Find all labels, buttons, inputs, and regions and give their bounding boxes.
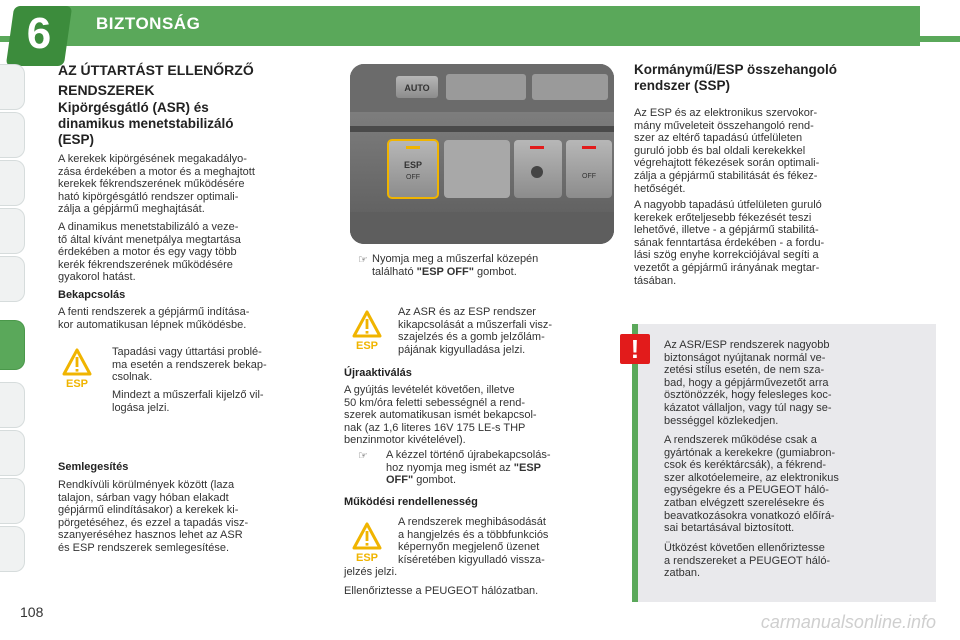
bekapcsolas-heading: Bekapcsolás [58, 289, 126, 301]
side-tab-9[interactable] [0, 478, 25, 524]
svg-text:AUTO: AUTO [404, 83, 430, 93]
svg-text:OFF: OFF [582, 173, 596, 180]
bullet-icon: ☞ [358, 450, 368, 462]
esp-warning-icon [62, 348, 92, 390]
header-title: BIZTONSÁG [96, 14, 201, 33]
side-tab-2[interactable] [0, 112, 25, 158]
watermark: carmanualsonline.info [760, 612, 936, 632]
final-text: Ellenőriztesse a PEUGEOT hálózatban. [344, 585, 539, 597]
note-para2: A rendszerek működése csak a gyártónak a kerekekre (gumiabron- csok és keréktárcsák), a fékrend- szer alkotóelemeire, az elektronikus egységekre és a PEUGEOT háló- zatban elvégzett szerelésekre és beavatkozásokra vonatkozó előírá- sai betartásával biztosított. [664, 434, 839, 535]
bullet2-text: A kézzel történő újrabekapcsolás- hoz nyomja meg ismét az "ESP OFF" gombot. [386, 449, 551, 487]
note-para1: Az ASR/ESP rendszerek nagyobb biztonságot nyújtanak normál ve- zetési stílus esetén, de nem sza- bad, hogy a gépjárművezetőt arra ösztönözzék, hogy felesleges koc- kázatot vállaljon, vagy túl nagy se- bességgel közlekedjen. [664, 339, 832, 427]
ssp-para1: Az ESP és az elektronikus szervokor- mány műveleteit összehangoló rend- szer az eltérő tapadású útfelületen guruló jobb és bal oldali kerekekkel végrehajtott fékezések során optimali- zálja a gépjármű stabilitását és fékez- hetőségét. [634, 107, 820, 195]
dashboard-photo [350, 64, 614, 244]
header-underline [0, 36, 960, 42]
semleges-text: Rendkívüli körülmények között (laza talajon, sárban vagy hóban elakadt gépjármű elindításakor) a kerekek ki- pörgetéséhez, és ezzel a tapadás visz- szanyeréséhez hasznos lehet az ASR és ESP rendszerek semlegesítése. [58, 479, 249, 554]
svg-text:ESP: ESP [355, 340, 379, 352]
warn1-text: Tapadási vagy úttartási problé- ma esetén a rendszerek bekap- csolnak. [112, 346, 267, 384]
side-tab-10[interactable] [0, 526, 25, 572]
side-tab-8[interactable] [0, 430, 25, 476]
subsection-title: Kipörgésgátló (ASR) és dinamikus menetstabilizáló (ESP) [58, 100, 234, 147]
side-tab-1[interactable] [0, 64, 25, 110]
svg-text:ESP: ESP [65, 378, 89, 390]
bullet1-text: Nyomja meg a műszerfal közepén található "ESP OFF" gombot. [372, 253, 539, 278]
warn2-text: Az ASR és az ESP rendszer kikapcsolását a műszerfali visz- szajelzés és a gomb jelzőlám- pájának kigyulladása jelzi. [398, 306, 553, 356]
svg-text:OFF: OFF [406, 174, 420, 181]
ssp-title: Kormánymű/ESP összehangoló rendszer (SSP) [634, 62, 838, 93]
bekapcsolas-text: A fenti rendszerek a gépjármű indítása- kor automatikusan lépnek működésbe. [58, 306, 250, 331]
side-tab-7[interactable] [0, 382, 25, 428]
mukodes-heading: Működési rendellenesség [344, 496, 478, 508]
section-title: AZ ÚTTARTÁST ELLENŐRZŐ RENDSZEREK [58, 62, 254, 98]
svg-text:ESP: ESP [403, 160, 423, 170]
note-para3: Ütközést követően ellenőriztesse a rendszereket a PEUGEOT háló- zatban. [664, 542, 831, 580]
col1-para2: A dinamikus menetstabilizáló a veze- tő által kívánt menetpálya megtartása érdekében a motor és egy vagy több kerék fékrendszerének működésére gyakorol hatást. [58, 221, 241, 284]
col1-para1: A kerekek kipörgésének megakadályo- zása érdekében a motor és a meghajtott kerekek fékrendszerének működésére ható kipörgésgátló rendszer optimali- zálja a gépjármű meghajtását. [58, 153, 255, 216]
ujra-heading: Újraaktiválás [344, 367, 412, 379]
chapter-number: 6 [26, 9, 52, 58]
side-tab-active[interactable] [0, 320, 25, 370]
warn3-text: A rendszerek meghibásodását a hangjelzés és a többfunkciós képernyőn megjelenő üzenet kíséretében kigyulladó vissza- [398, 516, 549, 566]
side-tab-3[interactable] [0, 160, 25, 206]
semleges-heading: Semlegesítés [58, 461, 129, 473]
svg-text:ESP: ESP [355, 552, 379, 564]
ujra-text: A gyújtás levételét követően, illetve 50 km/óra feletti sebességnél a rend- szerek automatikusan ismét bekapcsol- nak (az 1,6 literes 16V 175 LE-s THP benzinmotor kivételével). [344, 384, 537, 447]
side-tab-4[interactable] [0, 208, 25, 254]
warn1-text2: Mindezt a műszerfali kijelző vil- logása jelzi. [112, 389, 264, 414]
esp-warning-icon [352, 310, 382, 352]
side-tab-5[interactable] [0, 256, 25, 302]
ssp-para2: A nagyobb tapadású útfelületen guruló kerekek erőteljesebb fékezését teszi lehetővé, illetve - a gépjármű stabilitá- sának fenntartása érdekében - a fordu- lási szög enyhe korrekciójával segíti a vezetőt a gépjármű irányának megtar- tásában. [634, 199, 825, 287]
esp-warning-icon [352, 522, 382, 564]
bullet-icon: ☞ [358, 254, 368, 266]
page-number: 108 [20, 604, 44, 620]
warn3-tail: jelzés jelzi. [344, 566, 398, 578]
exclamation-icon: ! [620, 334, 650, 364]
